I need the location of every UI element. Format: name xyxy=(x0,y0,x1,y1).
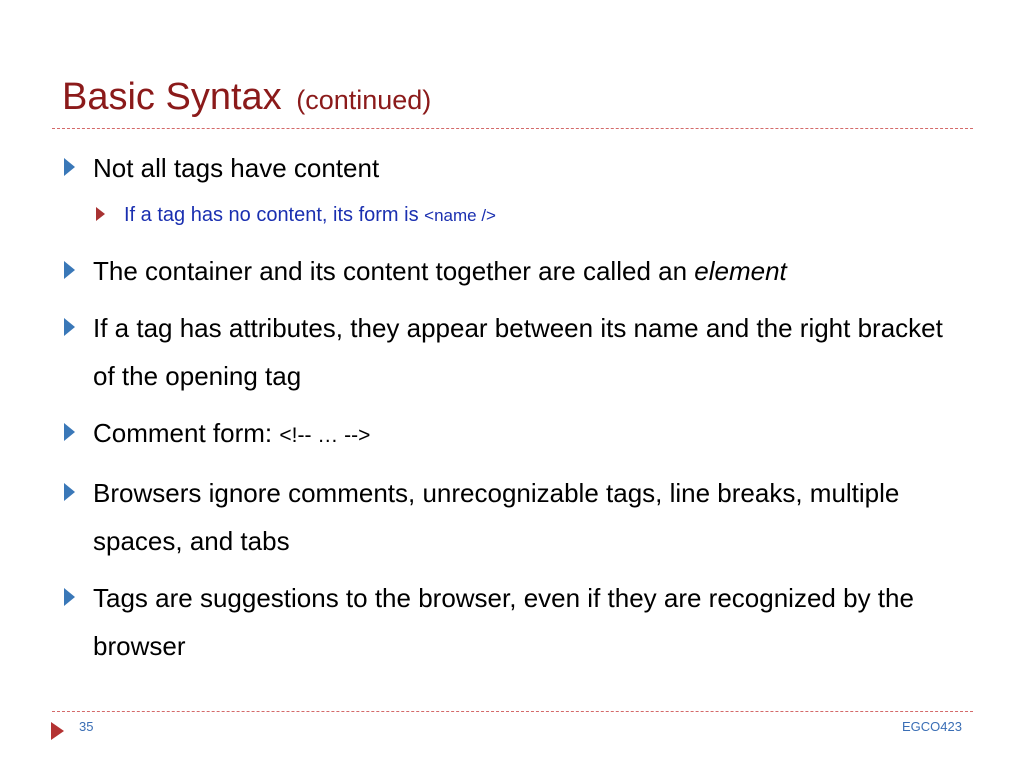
bullet-text: Not all tags have content xyxy=(93,153,380,183)
bullet-text: Tags are suggestions to the browser, even if they are recognized by the browser xyxy=(93,583,914,661)
bullet-emphasis: element xyxy=(694,256,787,286)
bullet-item xyxy=(0,469,953,565)
bullet-arrow-icon xyxy=(64,318,75,336)
slide-title-main: Basic Syntax xyxy=(62,76,282,118)
bullet-item xyxy=(0,247,953,295)
bullet-text: The container and its content together are called an xyxy=(93,256,695,286)
bullet-item xyxy=(0,409,953,460)
slide-number: 35 xyxy=(79,719,94,734)
sub-bullet-item xyxy=(0,195,984,236)
footer-arrow-icon xyxy=(51,722,64,740)
bullet-item xyxy=(0,144,953,192)
footer-divider xyxy=(52,711,973,712)
bullet-item xyxy=(0,574,953,670)
sub-bullet-arrow-icon xyxy=(96,207,105,221)
bullet-item xyxy=(0,304,953,400)
bullet-text: Browsers ignore comments, unrecognizable tags, line breaks, multiple spaces, and tabs xyxy=(93,478,900,556)
bullet-list xyxy=(0,144,1024,679)
bullet-text: Comment form: xyxy=(93,418,280,448)
bullet-arrow-icon xyxy=(64,423,75,441)
slide-title xyxy=(62,74,431,123)
bullet-arrow-icon xyxy=(64,588,75,606)
bullet-arrow-icon xyxy=(64,483,75,501)
bullet-arrow-icon xyxy=(64,158,75,176)
bullet-arrow-icon xyxy=(64,261,75,279)
sub-bullet-text: If a tag has no content, its form is xyxy=(124,204,425,226)
title-divider xyxy=(52,128,973,129)
sub-bullet-code: <name /> xyxy=(424,206,496,225)
footer-course-code: EGCO423 xyxy=(902,719,962,734)
slide-title-sub: (continued) xyxy=(296,85,432,115)
bullet-code: <!-- … --> xyxy=(279,424,371,447)
bullet-text: If a tag has attributes, they appear between its name and the right bracket of the opening tag xyxy=(93,313,943,391)
